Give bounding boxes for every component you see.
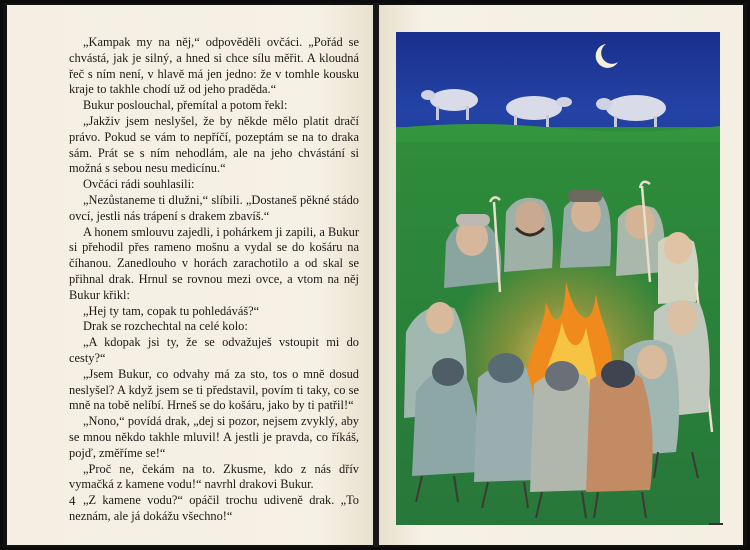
book-spread: [3, 3, 747, 547]
paragraph: „Jakživ jsem neslyšel, že by někde mělo platit dračí právo. Pokud se vám to nepříčí, pozeptám se na to draka sám. Prát se s ním nehodlám, ale na jeho chvástání si možná s sebou nesu medicínu.“: [69, 113, 359, 176]
paragraph: Bukur poslouchal, přemítal a potom řekl:: [83, 98, 288, 113]
illustration-canvas: [396, 32, 720, 525]
paragraph: Drak se rozchechtal na celé kolo:: [83, 319, 248, 334]
paragraph: „Z kamene vodu?“ opáčil trochu udiveně drak. „To neznám, ale já dokážu všechno!“: [69, 493, 359, 523]
text-column: [69, 35, 359, 525]
paragraph: „Jsem Bukur, co odvahy má za sto, tos o mně dosud neslyšel? A když jsem se ti představil, povím ti taky, co se mně na tobě nelíbí. Hrneš se do košáru, jako by ti patřil!“: [69, 366, 359, 413]
right-page: [379, 5, 743, 545]
campfire-illustration: [396, 32, 720, 525]
paragraph: „Nono,“ povídá drak, „dej si pozor, nejsem zvyklý, aby se mnou někdo takhle mluvil! A jestli je pravda, co říkáš, pojď, změříme se!“: [69, 414, 359, 460]
left-page: [7, 5, 373, 545]
page-corner-mark: [709, 523, 723, 525]
paragraph: „Hej ty tam, copak tu pohledáváš?“: [83, 303, 260, 318]
paragraph: „A kdopak jsi ty, že se odvažuješ vstoupit mi do cesty?“: [69, 335, 359, 365]
paragraph: „Kampak my na něj,“ odpověděli ovčáci. „Pořád se chvástá, jak je silný, a hned si chce sílu měřit. A kloudná řeč s ním není, v hlavě má jen jedno: že v tomhle kousku kraje to takhle chodí už od jeho praděda.“: [69, 35, 359, 97]
paragraph: Ovčáci rádi souhlasili:: [83, 177, 195, 192]
paragraph: A honem smlouvu zajedli, i pohárkem ji zapili, a Bukur si přehodil přes rameno mošnu a vydal se do košáru na číhanou. Zanedlouho v horách zarachotilo a od skal se přihnal drak. Hrnul se rovnou mezi ovce, a vtom na něj Bukur křikl:: [69, 224, 359, 302]
paragraph: „Nezůstaneme ti dlužni,“ slíbili. „Dostaneš pěkné stádo ovcí, jestli nás trápení s drakem zbavíš.“: [69, 192, 359, 223]
paragraph: „Proč ne, čekám na to. Zkusme, kdo z nás dřív vymačká z kamene vodu!“ navrhl drakovi Bukur.: [69, 461, 359, 492]
page-number: 4: [69, 493, 76, 508]
